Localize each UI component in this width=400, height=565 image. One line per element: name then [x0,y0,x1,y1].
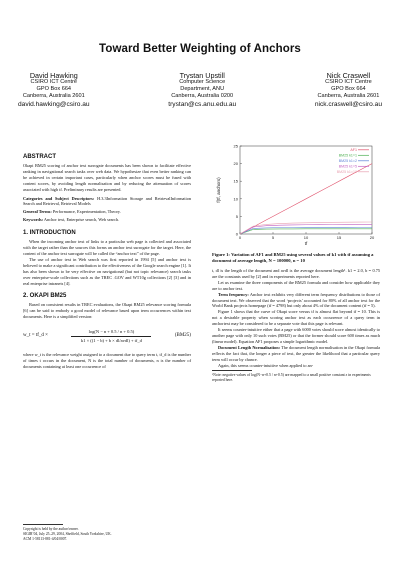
series-line [240,164,372,234]
author-affiliation: GPO Box 664 [331,86,366,92]
author-affiliation: CSIRO ICT Centre [325,79,372,85]
footnote-text: ¹Note: negative values of log(N−n+0.5 / n+0.5) are mapped to a small positive constant ε in experiments reported here. [212,373,371,383]
equation-numerator: log(N − n + 0.5 / n + 0.5) [88,328,135,334]
author-affiliation: Canberra, Australia 2601 [317,93,380,99]
equation-tag: (BM25) [174,333,191,339]
categories [23,196,191,208]
footnote-rule [212,370,252,371]
footer-line: Copyright is held by the author/owner. [23,527,79,531]
footer-line: SIGIR’04, July 25–29, 2004, Sheffield, South Yorkshire, UK. [23,531,112,536]
doc-length-text: The document length normalisation in the Okapi formula reflects the fact that, the longer a piece of text, the greater the likelihood that a particular query term will occur by chance. [212,344,380,362]
copyright-footer [23,524,191,541]
author-email: trystan@cs.anu.edu.au [168,101,237,108]
doc-length-paragraph [212,345,380,363]
y-tick-label: 25 [233,143,238,149]
body-paragraph: Let us examine the three components of the BM25 formula and consider how applicable they are to anchor text. [212,279,380,291]
intro-paragraph: When the incoming anchor text of links to a particular web page is collected and associated with the target rather than the sources this forms an anchor text surrogate for the target. Here, the content of the anchor text surrogate will be called the “anchor text” of the page. [23,239,191,256]
x-tick-label: 5 [271,235,275,240]
author-1 [18,72,90,108]
author-affiliation: GPO Box 664 [36,86,72,92]
equation-denominator: k1 × ((1 − b) + b × dl/avdl) + tf_d [80,337,142,343]
figure-1-chart [212,140,380,250]
y-tick-label: 0 [235,231,238,237]
right-column [212,140,380,383]
y-tick-label: 15 [233,178,238,184]
keywords-label: Keywords: [23,217,44,223]
chart-svg [212,140,380,250]
author-name: Nick Craswell [326,71,371,80]
general-terms [23,209,191,215]
intro-heading: 1. INTRODUCTION [23,230,76,237]
author-name: David Hawking [29,71,78,80]
y-tick-label: 5 [235,213,238,219]
doc-length-label: Document Length Normalisation: [218,344,281,350]
general-terms-label: General Terms: [23,209,52,215]
author-email: nick.craswell@csiro.au [314,101,382,108]
footer-rule [23,524,63,525]
intro-paragraph: The use of anchor text in Web search was first reported in 1994 [5] and anchor text is believed to make a significant contribution to the effectiveness of the Google search engine [1]. It has also been shown to be very effective on navigational (but not topic relevance) search tasks over enterprise-scale collections such as the TREC .GOV and WT10g collections [2] [3] and in real enterprise intranets [4]. [23,256,191,286]
caption-label: Figure 1: [212,252,230,257]
footer-line: ACM 1-58113-881-4/04/0007. [23,536,68,541]
x-tick-label: 15 [336,235,342,240]
term-frequency-label: Term frequency: [218,291,249,297]
author-affiliation: CSIRO ICT Centre [30,79,78,85]
equation-fraction [71,329,151,344]
abstract-text: Okapi BM25 scoring of anchor text surrogate documents has been shown to facilitate effective ranking in navigational search tasks over web data. We hypothesize that even better ranking can be achieved in certain important cases, particularly when anchor scores must be fused with content scores, by avoiding length normalisation and by reducing the attenuation of scores associated with high tf. Preliminary results are presented. [23,163,191,192]
x-tick-label: 0 [238,235,242,240]
x-tick-label: 20 [369,235,375,240]
okapi-paragraph: Based on consistent results in TREC evaluations, the Okapi BM25 relevance scoring formula [6] can be said to embody a good model of relevance based upon term occurrences within text documents. Here is a simplified version: [23,302,191,320]
y-tick-label: 10 [233,196,238,202]
term-frequency-paragraph [212,292,380,310]
author-2 [168,72,236,108]
general-terms-text: Performance, Experimentation, Theory. [52,209,121,215]
caption-text: Variation of AF1 and BM25 using several values of k1 with tf assuming a document of average length, N = 100000, n = 10 [212,252,374,263]
author-affiliation: Department, ANU [180,86,225,92]
okapi-paragraph: where w_t is the relevance weight assigned to a document due to query term t, tf_d is the number of times t occurs in the document, N is the total number of documents, n is the number of documents containing at least one occurrence of [23,352,191,369]
author-affiliation: Canberra, Australia 2601 [22,93,85,99]
body-paragraph: Again, this seems counter-intuitive when applied to an- [218,362,314,368]
legend-entry: BM25 k1=1 [338,153,357,158]
categories-label: Categories and Subject Descriptors: [23,195,95,201]
y-tick-label: 20 [233,161,238,167]
legend-entry: BM25 k1=5 [338,164,357,169]
footnote [212,370,380,383]
fraction-bar [71,336,151,337]
legend-entry: BM25 k1=10 [336,170,357,174]
body-paragraph: Figure 1 shows that the curve of Okapi score versus tf is almost flat beyond tf = 10. This is not a desirable property when scoring anchor text as each occurrence of a query term in anchortext may be considered to be a separate vote that this page is relevant. [212,309,380,327]
author-name: Trystan Upstill [179,71,225,80]
figure-caption [212,252,380,264]
equation-lhs: w_t = tf_d × [23,333,48,339]
legend-entry: BM25 k1=2 [338,159,357,163]
left-column [23,150,191,370]
paper-title: Toward Better Weighting of Anchors [99,43,301,55]
abstract-heading: ABSTRACT [23,154,56,160]
body-paragraph: t, dl is the length of the document and avdl is the average document length¹. k1 = 2.0, b = 0.75 are the constants used by [2] and in experiments reported here. [212,268,380,279]
body-paragraph: It seems counter-intuitive either that a page with 6000 votes should score almost identically to another page with only 10 such votes (BM25) or that the former should score 600 times as much (linear model). Equation AF1 proposes a simple logarithmic model. [212,327,380,344]
author-email: david.hawking@csiro.au [18,101,90,108]
keywords [23,217,191,223]
y-axis-label: f(tf, anchors) [216,177,221,203]
author-block [18,72,382,108]
term-frequency-text: Anchor text exhibits very different term frequency distributions to those of document text. We observed that the word ‘projects’ accounted for 80% of all anchor text for the World Bank projects homepage (tf = 4798) but only about 4% of the document content (tf = 5). [212,291,381,309]
keywords-text: Anchor text, Enterprise search, Web search. [43,217,120,223]
x-tick-label: 10 [303,235,309,240]
legend-entry: AF1 [350,148,357,152]
x-axis-label: tf [304,241,308,246]
okapi-heading: 2. OKAPI BM25 [23,293,67,300]
author-affiliation: Canberra, Australia 0200 [171,93,234,99]
author-affiliation: Computer Science [179,79,226,85]
categories-text: H.3.3Information Storage and RetrievalInformation Search and Retrieval, Retrieval Models [23,195,192,207]
bm25-equation [23,323,191,349]
author-3 [315,72,382,108]
